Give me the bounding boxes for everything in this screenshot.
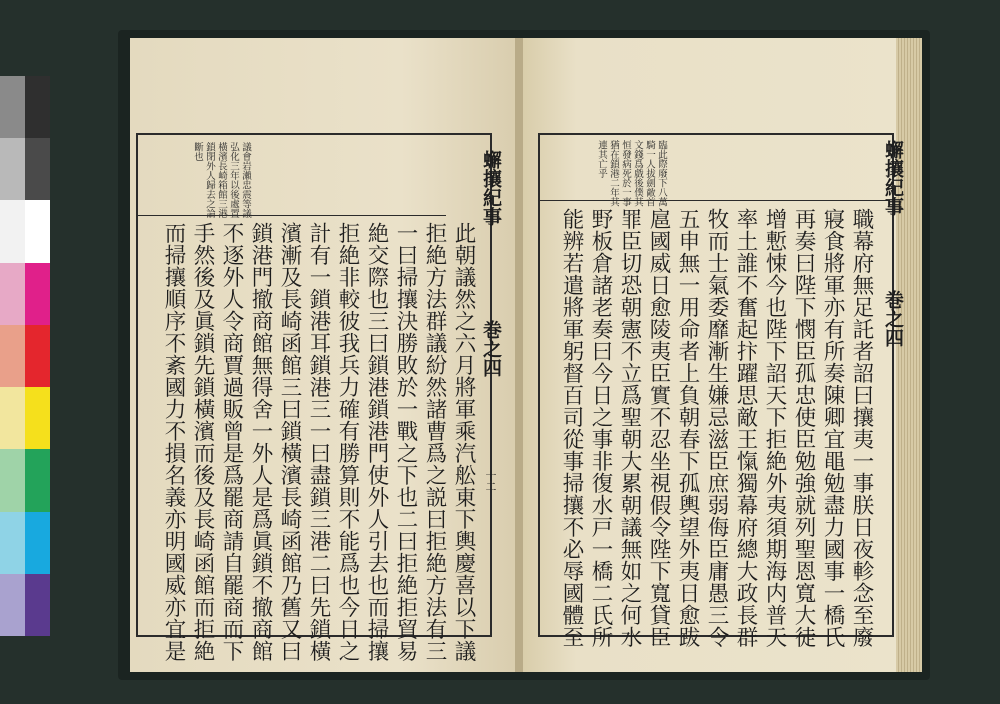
right-text-column: 寢食將軍亦有所奏陳卿宜黽勉盡力國事一橋氏 xyxy=(820,208,845,648)
color-strip-column-dark xyxy=(25,76,50,636)
color-swatch xyxy=(25,200,50,262)
left-note-line: 弘化三年以後處置 xyxy=(228,142,239,218)
color-strip-column-light xyxy=(0,76,25,636)
color-swatch xyxy=(0,449,25,511)
right-note-line: 騎一人拔劍敵首 xyxy=(644,140,655,207)
left-side-volume: 巻之四 xyxy=(480,320,502,377)
left-text-column: 拒絶方法群議紛然諸曹爲之説曰拒絶方法有三 xyxy=(422,222,447,662)
right-text-column: 再奏曰陛下憫臣孤忠使臣勉強就列聖恩寬大徒 xyxy=(791,208,816,648)
left-text-column: 不逐外人令商賈過販曾是爲罷商請自罷商而下 xyxy=(219,222,244,662)
left-text-column: 計有一鎖港耳鎖港三一曰盡鎖三港二曰先鎖橫 xyxy=(306,222,331,662)
right-text-column: 能辨若遣將軍躬督百司從事掃攘不必辱國體至 xyxy=(559,208,584,648)
color-swatch xyxy=(25,387,50,449)
color-swatch xyxy=(25,512,50,574)
right-note-line: 文錢爲戲後僕其 xyxy=(632,140,643,207)
right-text-column: 五申無一用命者上負朝春下孤輿望外夷日愈跋 xyxy=(675,208,700,648)
page-edges xyxy=(896,38,922,672)
color-swatch xyxy=(25,76,50,138)
left-text-column: 手然後及眞鎖先鎖橫濱而後及長崎函館而拒絶 xyxy=(190,222,215,662)
color-swatch xyxy=(0,200,25,262)
right-text-column: 野板倉諸老奏曰今日之事非復水戸一橋二氏所 xyxy=(588,208,613,648)
left-text-column: 絶交際也三曰鎖港鎖港門使外人引去也而掃攘 xyxy=(364,222,389,662)
color-swatch xyxy=(0,263,25,325)
left-text-column: 鎖港門撤商館無得舍一外人是爲眞鎖不撤商館 xyxy=(248,222,273,662)
right-note-line: 連其亡乎 xyxy=(596,140,607,178)
right-note-line: 猶在鎖港二年其 xyxy=(608,140,619,207)
right-note-line: 臨此際廢下八萬 xyxy=(656,140,667,207)
right-text-column: 職幕府無足託者詔曰攘夷一事朕日夜軫念至廢 xyxy=(849,208,874,648)
color-swatch xyxy=(25,138,50,200)
right-note-divider xyxy=(538,200,890,201)
left-note-divider xyxy=(136,215,446,216)
left-note-line: 鎖閉外人歸去之論 xyxy=(204,142,215,218)
color-swatch xyxy=(0,325,25,387)
left-note-line: 斷也 xyxy=(192,142,203,161)
right-text-column: 率土誰不奮起抃躍思敵王愾獨幕府總大政長群 xyxy=(733,208,758,648)
color-swatch xyxy=(0,574,25,636)
color-swatch xyxy=(25,574,50,636)
right-text-column: 扈國威日愈陵夷臣實不忍坐視假令陛下寬貸臣 xyxy=(646,208,671,648)
right-text-column: 罪臣切恐朝憲不立爲聖朝大累朝議無如之何水 xyxy=(617,208,642,648)
color-swatch xyxy=(0,387,25,449)
color-calibration-strip xyxy=(0,76,50,636)
left-note-line: 橫濱長崎箱館三港 xyxy=(216,142,227,218)
color-swatch xyxy=(25,325,50,387)
right-side-title: 蠏攘紀事 xyxy=(882,140,904,216)
right-text-column: 增慙悚今也陛下詔天下拒絶外夷須期海内普天 xyxy=(762,208,787,648)
color-swatch xyxy=(0,76,25,138)
left-note-line: 議會岩瀨忠震等議 xyxy=(240,142,251,218)
color-swatch xyxy=(0,138,25,200)
left-side-title: 蠏攘紀事 xyxy=(480,150,502,226)
left-text-column: 此朝議然之六月將軍乘汽舩東下輿慶喜以下議 xyxy=(451,222,476,662)
right-note-line: 恒發病死於一事 xyxy=(620,140,631,207)
right-text-column: 牧而士氣委靡漸生嫌忌滋臣庶弱侮臣庸愚三令 xyxy=(704,208,729,648)
right-side-volume: 巻之四 xyxy=(882,290,904,347)
left-text-column: 而掃攘順序不紊國力不損名義亦明國威亦宜是 xyxy=(161,222,186,662)
left-text-column: 濱漸及長崎函館三曰鎖橫濱長崎函館乃舊又曰 xyxy=(277,222,302,662)
left-text-column: 一曰掃攘決勝敗於一戰之下也二曰拒絶拒貿易 xyxy=(393,222,418,662)
color-swatch xyxy=(25,449,50,511)
color-swatch xyxy=(25,263,50,325)
color-swatch xyxy=(0,512,25,574)
book-spine xyxy=(515,38,523,672)
left-text-column: 拒絶非較彼我兵力確有勝算則不能爲也今日之 xyxy=(335,222,360,662)
left-leaf-number: 十二 xyxy=(484,470,497,492)
